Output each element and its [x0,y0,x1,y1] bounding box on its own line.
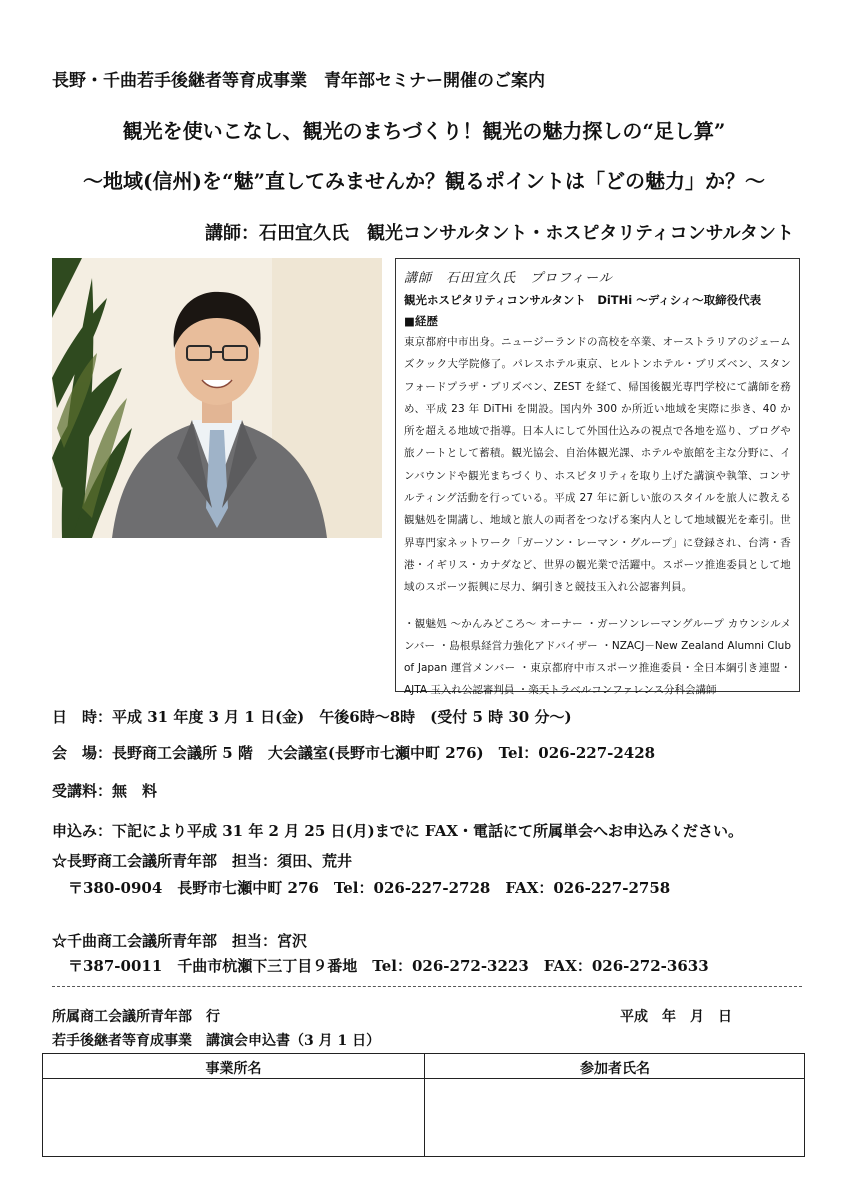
participant-input-cell[interactable] [429,1083,801,1153]
main-title: 観光を使いこなし、観光のまちづくり！観光の魅力探しの“足し算” [122,119,726,143]
profile-roles-list: ・観魅処 ～かんみどころ～ オーナー ・ガーソンレーマングループ カウンシルメンバー ・島根県経営力強化アドバイザー ・NZACJ－New Zealand Alumni Club of Japan 運営メンバー ・東京都府中市スポーツ推進委員・全日本綱引き連盟・AJTA 玉入れ公認審判員 ・楽天トラベルコンファレンス分科会講師 [404,617,791,697]
profile-heading: 講師 石田宜久氏 プロフィール [404,271,613,286]
form-title: 若手後継者等育成事業 講演会申込書（3 月 1 日） [52,1033,381,1049]
event-heading: 長野・千曲若手後継者等育成事業 青年部セミナー開催のご案内 [52,71,545,91]
contact-chikuma-address: 〒387-0011 千曲市杭瀬下三丁目９番地 Tel：026-272-3223 FAX：026-272-3633 [68,957,709,975]
profile-section-label: ■経歴 [404,314,438,328]
event-datetime: 日 時：平成 31 年度 3 月 1 日(金) 午後6時～8時 (受付 5 時 30 分～) [52,708,572,726]
cut-line [52,986,802,987]
speaker-line: 講師：石田宜久氏 観光コンサルタント・ホスピタリティコンサルタント [205,223,794,244]
header-participant: 参加者氏名 [580,1061,650,1077]
header-company: 事業所名 [205,1061,262,1077]
form-date: 平成 年 月 日 [620,1009,732,1025]
contact-nagano-address: 〒380-0904 長野市七瀬中町 276 Tel：026-227-2728 FAX：026-227-2758 [68,879,671,897]
sub-title: ～地域(信州)を“魅”直してみませんか？観るポイントは「どの魅力」か？～ [83,169,765,193]
profile-career-text: 東京都府中市出身。ニュージーランドの高校を卒業、オーストラリアのジェームズクック大学院修了。パレスホテル東京、ヒルトンホテル・ブリズベン、スタンフォードプラザ・ブリズベン、ZEST を経て、帰国後観光専門学校にて講師を務め、平成 23 年 DiTHi を開設。国内外 300 か所近い地域を実際に歩き、40 か所を超える地域で指導。日本人にして外国仕込みの視点で各地を巡り、ブログや旅ノートとして蓄積。観光協会、自治体観光課、ホテルや旅館を主な分野に、インバウンドや観光まちづくり、ホスピタリティを取り上げた講演や執筆、コンサルティング活動を行っている。平成 27 年に新しい旅のスタイルを旅人に教える観魅処を開講し、地域と旅人の両者をつなげる案内人として地域観光を牽引。世界専門家ネットワーク「ガーソン・レーマン・グループ」に登録され、台湾・香港・イギリス・カナダなど、世界の観光業で活躍中。スポーツ推進委員として地域のスポーツ振興に尽力、綱引きと競技玉入れ公認審判員。 [404,336,791,594]
speaker-portrait-image [52,258,382,538]
form-recipient: 所属商工会議所青年部 行 [52,1009,220,1025]
application-instructions: 申込み：下記により平成 31 年 2 月 25 日(月)までに FAX・電話にて所属単会へお申込みください。 [52,822,743,840]
company-input-cell[interactable] [47,1083,419,1153]
speaker-photo [52,258,382,538]
application-form-table [42,1053,805,1157]
speaker-profile-box [395,258,800,697]
event-fee: 受講料：無 料 [52,782,158,800]
contact-nagano-name: ☆長野商工会議所青年部 担当：須田、荒井 [52,852,353,870]
profile-role: 観光ホスピタリティコンサルタント DiTHi ～ディシィ～取締役代表 [404,293,762,307]
contact-chikuma-name: ☆千曲商工会議所青年部 担当：宮沢 [52,932,308,950]
event-venue: 会 場：長野商工会議所 5 階 大会議室(長野市七瀬中町 276) Tel：026-227-2428 [52,744,656,762]
